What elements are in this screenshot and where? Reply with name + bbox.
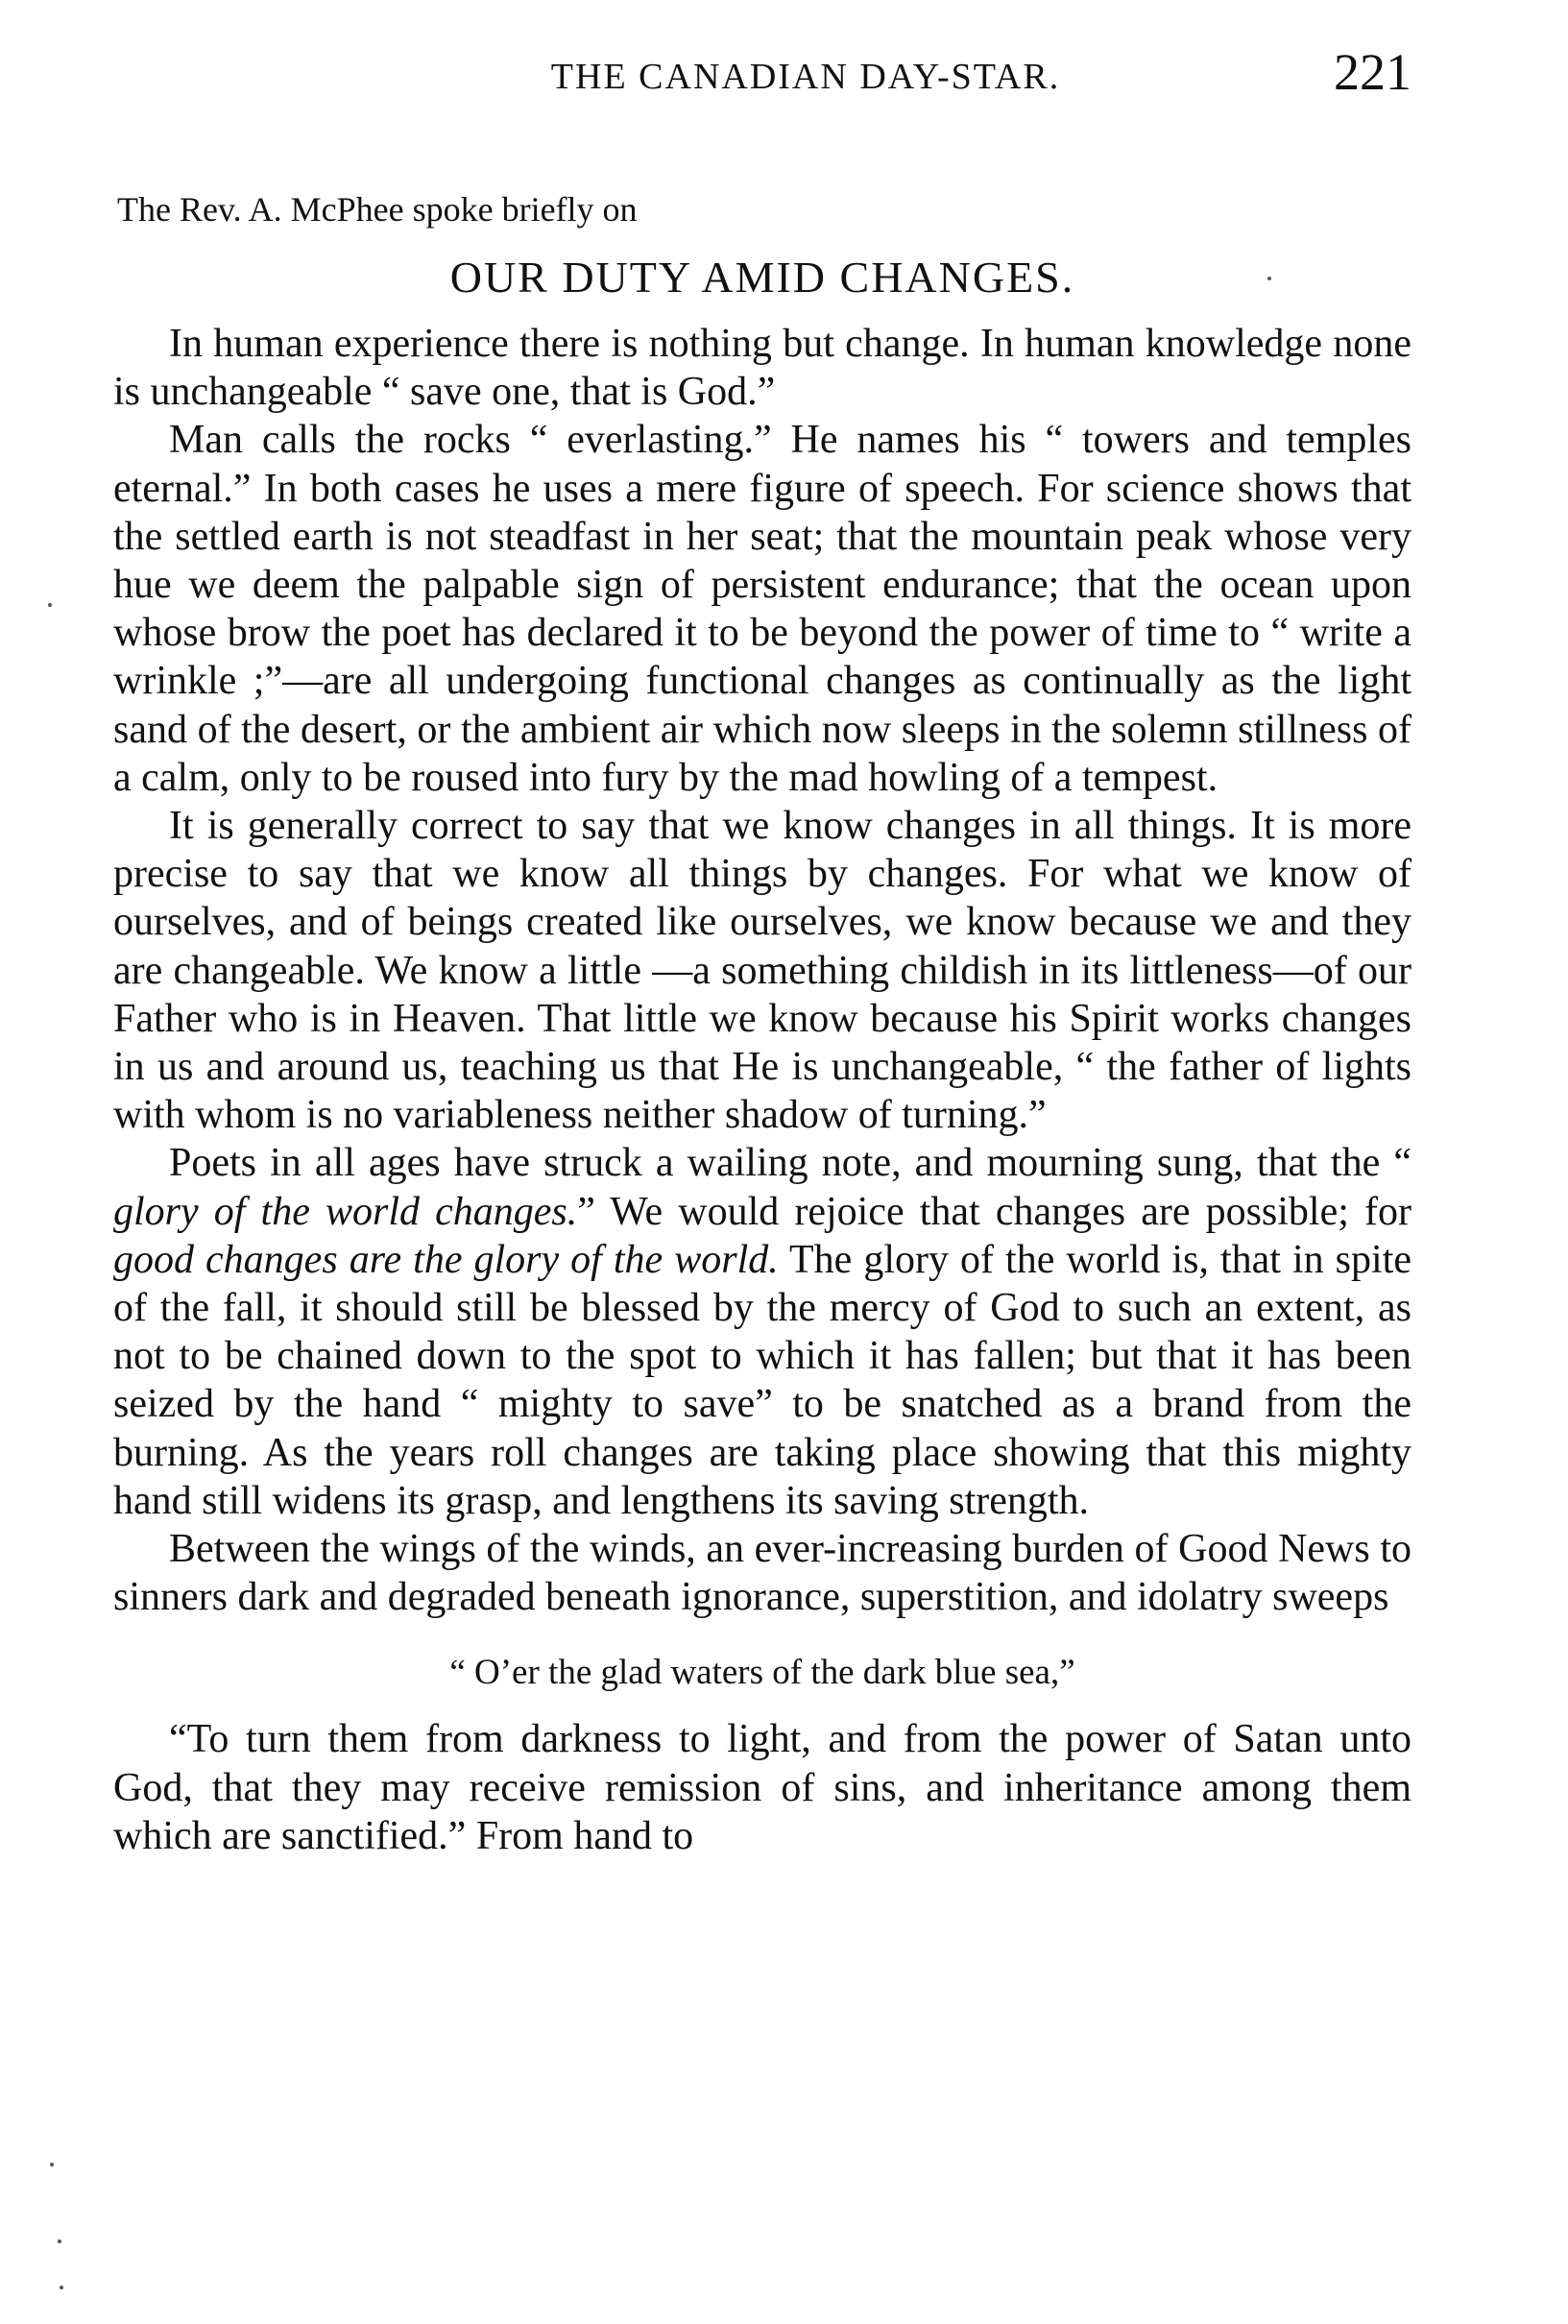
paragraph-2: Man calls the rocks “ everlasting.” He names his “ towers and temples eternal.” In both cases he uses a mere figure of speech. For science shows that the settled earth is not steadfast in her seat; that the mountain peak whose very hue we deem the palpable sign of persistent endurance; that the ocean upon whose brow the poet has declared it to be beyond the power of time to “ write a wrinkle ;”—are all undergoing functional changes as continually as the light sand of the desert, or the ambient air which now sleeps in the solemn stillness of a calm, only to be roused into fury by the mad howling of a tempest. xyxy=(113,418,1411,800)
margin-speck xyxy=(60,2286,63,2289)
paragraph-3: It is generally correct to say that we know changes in all things. It is more precise to say that we know all things by changes. For what we know of ourselves, and of beings created like ourselves, we know because we and they are changeable. We know a little —a something childish in its littleness—of our Father who is in Heaven. That little we know because his Spirit works changes in us and around us, teaching us that He is unchangeable, “ the father of lights with whom is no variableness neither shadow of turning.” xyxy=(113,804,1411,1138)
running-title: THE CANADIAN DAY-STAR. xyxy=(550,57,1061,97)
running-head xyxy=(113,38,1411,121)
book-page xyxy=(113,38,1411,1860)
quoted-verse: “ O’er the glad waters of the dark blue sea,” xyxy=(449,1653,1075,1693)
margin-speck xyxy=(48,603,52,607)
margin-speck xyxy=(50,2163,54,2167)
page-number: 221 xyxy=(1334,43,1411,101)
paragraph-4-italic-1: glory of the world changes. xyxy=(113,1189,578,1234)
margin-speck xyxy=(58,2239,61,2243)
paragraph-4-text-3: The glory of the world is, that in spite of the fall, it should still be blessed by the mercy of God to such an extent, as not to be chained down to the spot to which it has fallen; but that it has been seized by the hand “ mighty to save” to be snatched as a brand from the burning. As the years roll changes are taking place showing that this mighty hand still widens its grasp, and lengthens its saving strength. xyxy=(113,1237,1411,1523)
paragraph-4-italic-2: good changes are the glory of the world. xyxy=(113,1237,779,1282)
paragraph-6: “To turn them from darkness to light, and from the power of Satan unto God, that they may receive remission of sins, and inheritance among them which are sanctified.” From hand to xyxy=(113,1717,1411,1858)
paragraph-4-text-2: ” We would rejoice that changes are possible; for xyxy=(577,1189,1411,1234)
paragraph-4-text-1: Poets in all ages have struck a wailing note, and mourning sung, that the “ xyxy=(169,1141,1411,1186)
paragraph-5: Between the wings of the winds, an ever-increasing burden of Good News to sinners dark and degraded beneath ignorance, superstition, and idolatry sweeps xyxy=(113,1527,1411,1620)
intro-line: The Rev. A. McPhee spoke briefly on xyxy=(117,190,638,229)
section-heading: OUR DUTY AMID CHANGES. xyxy=(449,253,1075,302)
paragraph-4 xyxy=(113,1139,1411,1525)
paragraph-1: In human experience there is nothing but change. In human knowledge none is unchangeable “ save one, that is God.” xyxy=(113,322,1411,415)
margin-speck xyxy=(1267,277,1271,280)
